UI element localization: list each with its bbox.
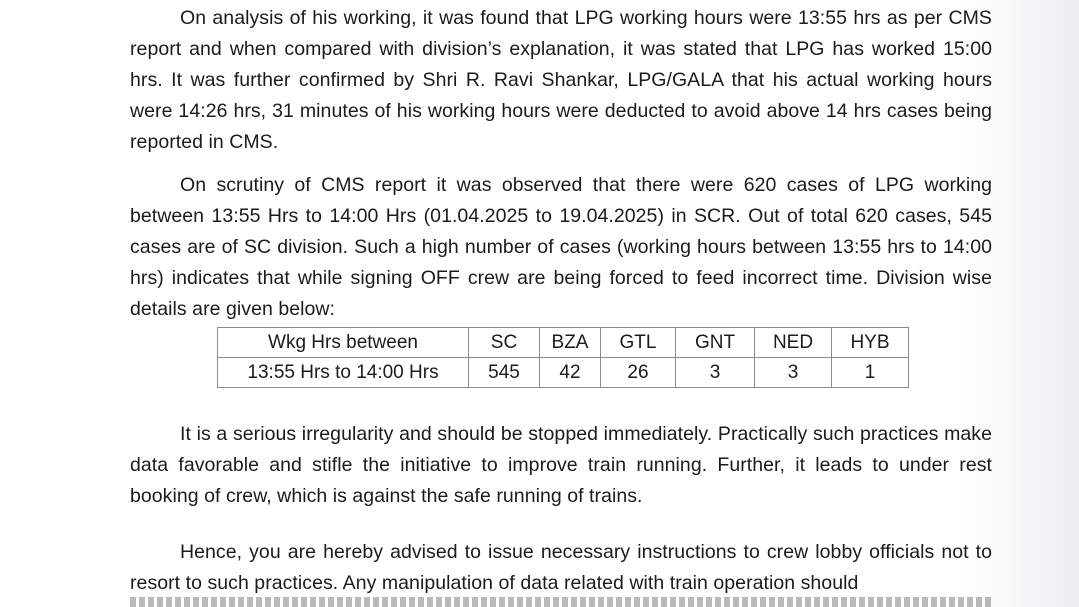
division-header-sc: SC	[469, 328, 540, 358]
table-row-label: Wkg Hrs between	[218, 328, 469, 358]
table-row	[218, 358, 909, 388]
table-row	[218, 328, 909, 358]
cut-off-text-line	[130, 597, 992, 607]
division-wise-table	[217, 327, 909, 388]
cases-bza: 42	[540, 358, 601, 388]
division-header-gnt: GNT	[676, 328, 755, 358]
paragraph-lpg-working-hours: On analysis of his working, it was found that LPG working hours were 13:55 hrs as per CMS report and when compared with division’s explanation, it was stated that LPG has worked 15:00 hrs. It was further confirmed by Shri R. Ravi Shankar, LPG/GALA that his actual working hours were 14:26 hrs, 31 minutes of his working hours were deducted to avoid above 14 hrs cases being reported in CMS.	[130, 7, 992, 153]
paragraph-cms-scrutiny: On scrutiny of CMS report it was observed that there were 620 cases of LPG working between 13:55 Hrs to 14:00 Hrs (01.04.2025 to 19.04.2025) in SCR. Out of total 620 cases, 545 cases are of SC division. Such a high number of cases (working hours between 13:55 hrs to 14:00 hrs) indicates that while signing OFF crew are being forced to feed incorrect time. Division wise details are given below:	[130, 174, 992, 320]
division-header-hyb: HYB	[832, 328, 909, 358]
paragraph-instructions: Hence, you are hereby advised to issue necessary instructions to crew lobby officials not to resort to such practices. Any manipulation of data related with train operation should	[130, 541, 992, 594]
cases-sc: 545	[469, 358, 540, 388]
division-header-bza: BZA	[540, 328, 601, 358]
cases-gtl: 26	[601, 358, 676, 388]
table-row-label: 13:55 Hrs to 14:00 Hrs	[218, 358, 469, 388]
cases-hyb: 1	[832, 358, 909, 388]
cases-ned: 3	[755, 358, 832, 388]
paragraph-irregularity: It is a serious irregularity and should be stopped immediately. Practically such practices make data favorable and stifle the initiative to improve train running. Further, it leads to under rest booking of crew, which is against the safe running of trains.	[130, 423, 992, 507]
page-edge-shade	[1009, 0, 1079, 607]
cases-gnt: 3	[676, 358, 755, 388]
division-header-gtl: GTL	[601, 328, 676, 358]
division-header-ned: NED	[755, 328, 832, 358]
